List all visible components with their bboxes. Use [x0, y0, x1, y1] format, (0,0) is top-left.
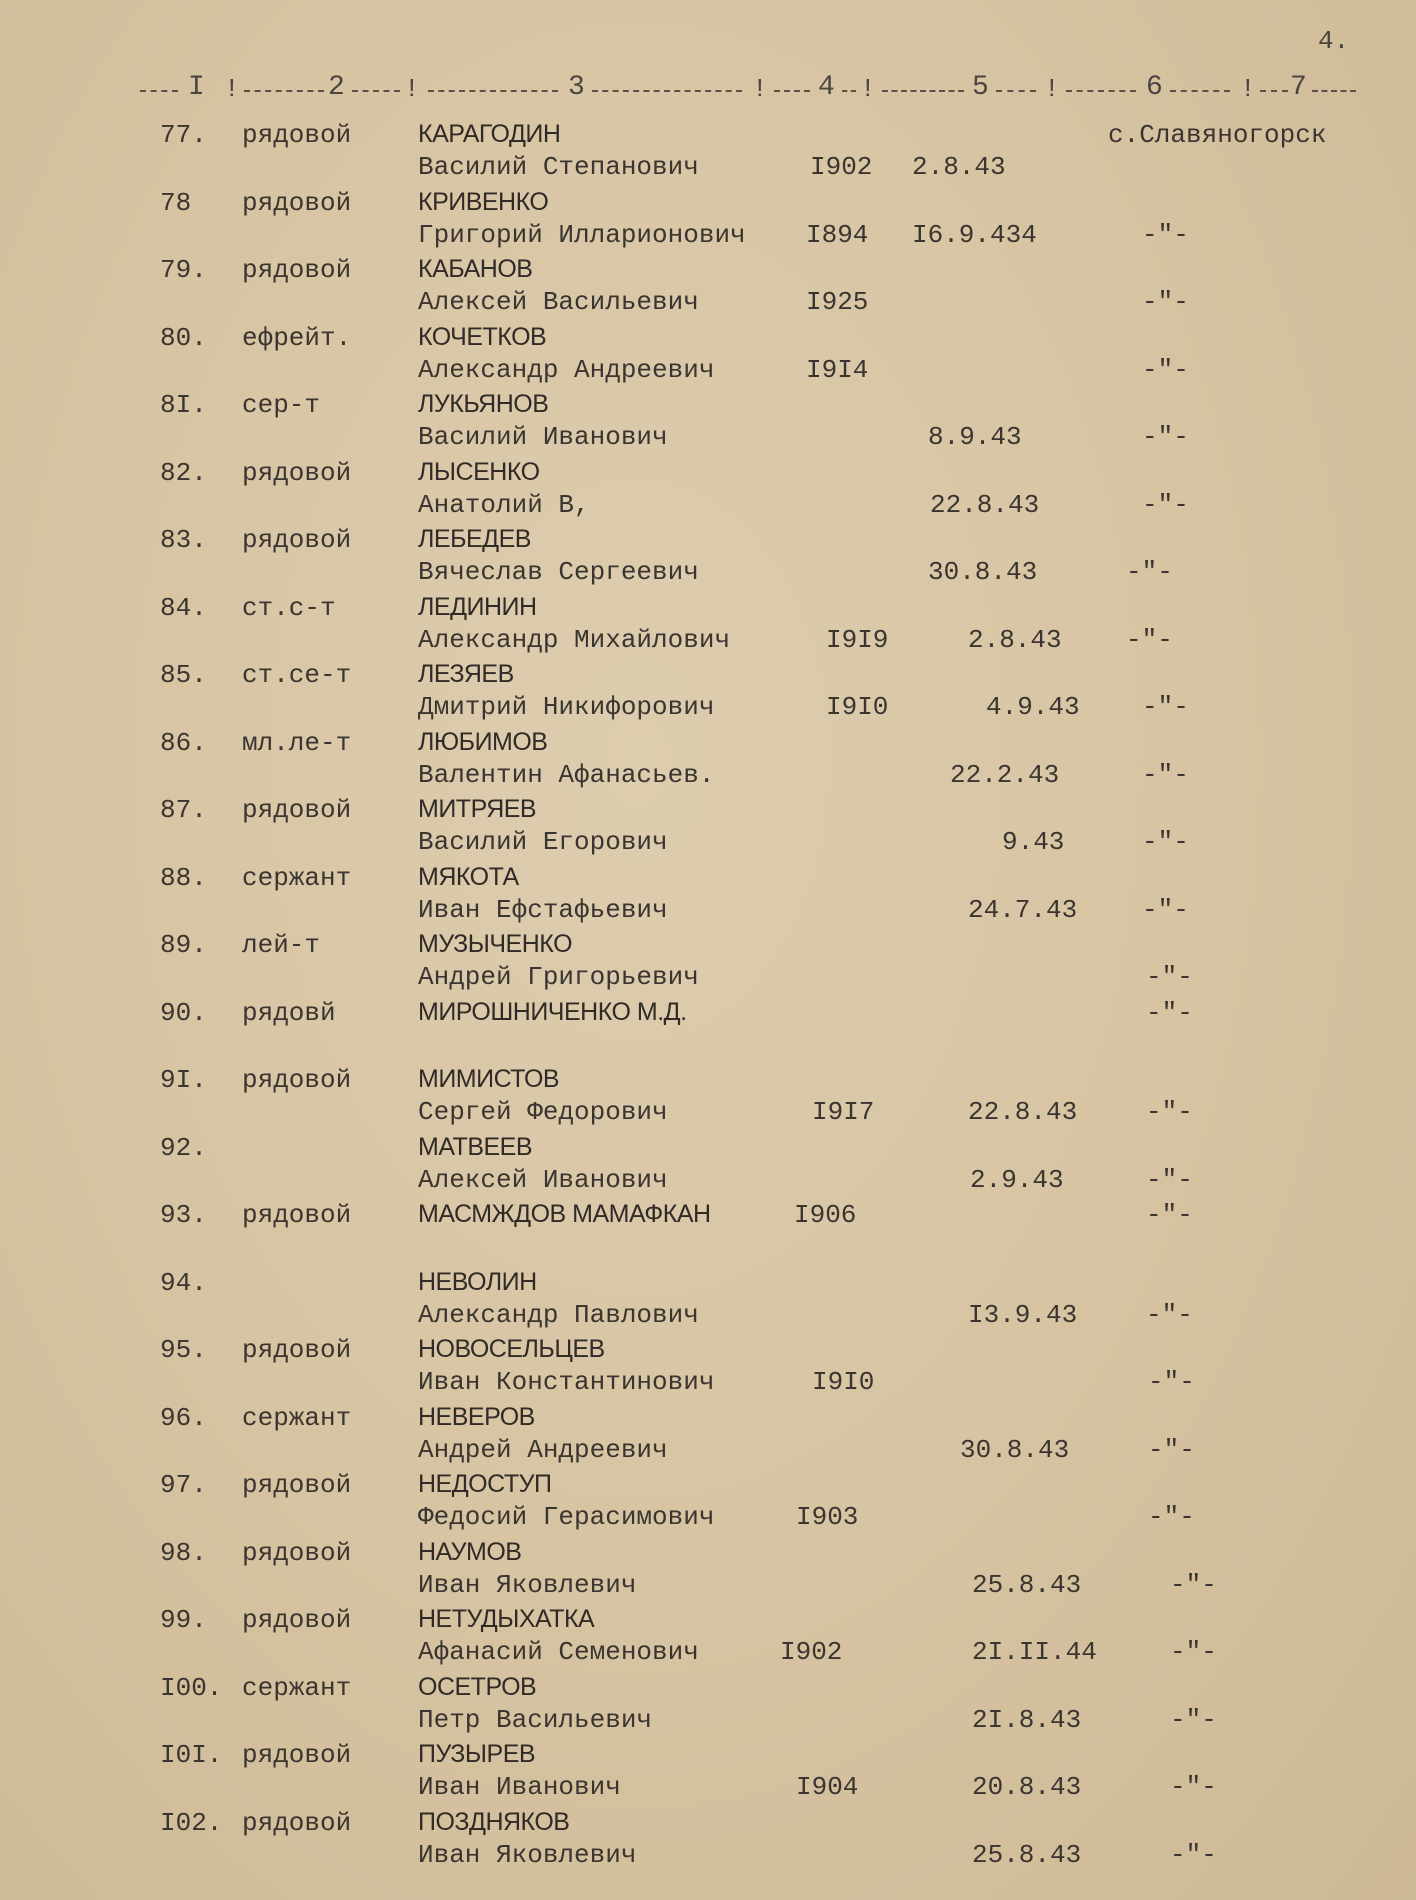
header-dash: [140, 90, 178, 92]
place: -"-: [1148, 1367, 1195, 1397]
row-number: 82.: [160, 457, 207, 488]
place: -"-: [1142, 489, 1189, 520]
birth-year: I894: [806, 219, 869, 250]
header-dash: [1312, 90, 1356, 92]
date: 22.8.43: [930, 489, 1040, 520]
rank: ст.се-т: [242, 660, 352, 690]
header-dash: [842, 90, 856, 92]
row-number: 86.: [160, 727, 207, 758]
column-separator: !: [404, 74, 422, 104]
birth-year: I902: [780, 1637, 843, 1667]
date: 25.8.43: [972, 1569, 1082, 1600]
given-name: Василий Иванович: [418, 422, 668, 452]
row-number: 8I.: [160, 390, 207, 420]
surname: МИРОШНИЧЕНКО М.Д.: [418, 997, 687, 1026]
column-separator: !: [224, 74, 242, 104]
given-name: Алексей Иванович: [418, 1164, 668, 1195]
surname: НОВОСЕЛЬЦЕВ: [418, 1335, 605, 1363]
row-number: 99.: [160, 1605, 207, 1635]
row-number: 94.: [160, 1267, 207, 1298]
column-number-6: 6: [1146, 72, 1165, 103]
table-row: [0, 390, 1416, 456]
table-row: [0, 1335, 1416, 1401]
row-number: 77.: [160, 120, 207, 150]
rank: мл.ле-т: [242, 727, 352, 758]
row-number: 88.: [160, 862, 207, 893]
row-number: 84.: [160, 592, 207, 623]
surname: МИМИСТОВ: [418, 1065, 560, 1093]
birth-year: I9I0: [826, 692, 889, 722]
rank: ефрейт.: [242, 322, 352, 353]
given-name: Анатолий В,: [418, 489, 590, 520]
place: -"-: [1142, 422, 1189, 452]
rank: сер-т: [242, 390, 321, 420]
surname: КРИВЕНКО: [418, 187, 549, 216]
rank: рядовой: [242, 795, 352, 825]
header-dash: [592, 90, 742, 92]
table-row: [0, 188, 1416, 254]
place: -"-: [1170, 1704, 1217, 1735]
surname: НЕДОСТУП: [418, 1470, 552, 1498]
rank: рядовой: [242, 255, 352, 285]
date: 8.9.43: [928, 422, 1022, 452]
column-header-row: [140, 72, 1400, 112]
date: I3.9.43: [968, 1299, 1078, 1330]
given-name: Александр Андреевич: [418, 354, 715, 385]
surname: МАСМЖДОВ МАМАФКАН: [418, 1200, 711, 1228]
surname: НЕВЕРОВ: [418, 1402, 535, 1431]
place: -"-: [1142, 354, 1189, 385]
header-dash: [774, 90, 810, 92]
surname: ЛУКЬЯНОВ: [418, 390, 549, 418]
place: -"-: [1142, 287, 1189, 317]
surname: МУЗЫЧЕНКО: [418, 930, 573, 958]
rank: сержант: [242, 862, 352, 893]
surname: ЛЮБИМОВ: [418, 727, 548, 756]
rank: сержант: [242, 1672, 352, 1703]
place: -"-: [1126, 557, 1173, 587]
rank: рядовой: [242, 1470, 352, 1500]
row-number: 97.: [160, 1470, 207, 1500]
surname: МИТРЯЕВ: [418, 795, 537, 823]
given-name: Иван Константинович: [418, 1367, 715, 1397]
birth-year: I904: [796, 1772, 859, 1802]
given-name: Петр Васильевич: [418, 1704, 653, 1735]
table-row: [0, 1538, 1416, 1604]
place: -"-: [1146, 962, 1193, 992]
rank: рядовой: [242, 187, 352, 218]
date: 2I.II.44: [972, 1637, 1097, 1667]
date: 20.8.43: [972, 1772, 1082, 1802]
birth-year: I902: [810, 152, 873, 182]
table-row: [0, 1740, 1416, 1806]
header-dash: [352, 90, 400, 92]
place: -"-: [1148, 1434, 1195, 1465]
row-number: 9I.: [160, 1065, 207, 1095]
surname: МАТВЕЕВ: [418, 1132, 533, 1161]
birth-year: I9I7: [812, 1097, 875, 1127]
row-number: 92.: [160, 1132, 207, 1163]
rank: рядовой: [242, 1200, 352, 1230]
rank: ст.с-т: [242, 592, 336, 623]
row-number: 93.: [160, 1200, 207, 1230]
birth-year: I903: [796, 1502, 859, 1532]
date: 30.8.43: [960, 1434, 1070, 1465]
rank: рядовой: [242, 1740, 352, 1770]
surname: НЕВОЛИН: [418, 1267, 537, 1296]
row-number: 83.: [160, 525, 207, 555]
place: -"-: [1170, 1839, 1217, 1870]
surname: НАУМОВ: [418, 1537, 522, 1566]
birth-year: I925: [806, 287, 869, 317]
column-separator: !: [1240, 74, 1258, 104]
date: 4.9.43: [986, 692, 1080, 722]
column-number-4: 4: [818, 72, 837, 103]
row-number: 80.: [160, 322, 207, 353]
place: -"-: [1142, 894, 1189, 925]
row-number: I0I.: [160, 1740, 223, 1770]
table-row: [0, 1133, 1416, 1199]
rank: рядовой: [242, 525, 352, 555]
place: -"-: [1170, 1637, 1217, 1667]
rank: рядовой: [242, 120, 352, 150]
given-name: Федосий Герасимович: [418, 1502, 715, 1532]
header-dash: [1170, 90, 1230, 92]
birth-year: I906: [794, 1200, 857, 1230]
row-number: I02.: [160, 1807, 223, 1838]
header-dash: [428, 90, 558, 92]
column-number-5: 5: [972, 72, 991, 103]
table-row: [0, 998, 1416, 1064]
row-number: I00.: [160, 1672, 223, 1703]
surname: ЛЕДИНИН: [418, 592, 537, 621]
given-name: Вячеслав Сергеевич: [418, 557, 699, 587]
given-name: Иван Яковлевич: [418, 1839, 637, 1870]
rank: рядовой: [242, 1807, 352, 1838]
date: 2.8.43: [912, 152, 1006, 182]
surname: НЕТУДЫХАТКА: [418, 1605, 595, 1633]
row-number: 78: [160, 187, 192, 218]
surname: ЛЕБЕДЕВ: [418, 525, 531, 553]
given-name: Дмитрий Никифорович: [418, 692, 715, 722]
surname: КАРАГОДИН: [418, 120, 561, 148]
table-row: [0, 1268, 1416, 1334]
column-number-7: 7: [1290, 72, 1309, 103]
header-dash: [244, 90, 324, 92]
table-row: [0, 1470, 1416, 1536]
page-number: 4.: [1318, 26, 1350, 56]
surname: МЯКОТА: [418, 862, 519, 891]
surname: ОСЕТРОВ: [418, 1672, 537, 1701]
place: -"-: [1146, 997, 1193, 1028]
rank: рядовой: [242, 1065, 352, 1095]
table-row: [0, 930, 1416, 996]
column-separator: !: [860, 74, 878, 104]
given-name: Валентин Афанасьев.: [418, 759, 715, 790]
rank: сержант: [242, 1402, 352, 1433]
place: -"-: [1146, 1164, 1193, 1195]
place: -"-: [1142, 759, 1189, 790]
table-row: [0, 728, 1416, 794]
column-number-2: 2: [328, 72, 347, 103]
given-name: Андрей Григорьевич: [418, 962, 699, 992]
place: -"-: [1146, 1097, 1193, 1127]
birth-year: I9I4: [806, 354, 869, 385]
header-dash: [1260, 90, 1288, 92]
date: I6.9.434: [912, 219, 1037, 250]
row-number: 85.: [160, 660, 207, 690]
date: 25.8.43: [972, 1839, 1082, 1870]
birth-year: I9I0: [812, 1367, 875, 1397]
given-name: Григорий Илларионович: [418, 219, 746, 250]
given-name: Андрей Андреевич: [418, 1434, 668, 1465]
table-row: [0, 1403, 1416, 1469]
given-name: Александр Михайлович: [418, 624, 731, 655]
place: -"-: [1170, 1772, 1217, 1802]
table-row: [0, 660, 1416, 726]
surname: ЛЫСЕНКО: [418, 457, 540, 486]
place: -"-: [1146, 1299, 1193, 1330]
table-row: [0, 593, 1416, 659]
place: -"-: [1142, 219, 1189, 250]
column-separator: !: [1044, 74, 1062, 104]
date: 22.8.43: [968, 1097, 1078, 1127]
place: -"-: [1126, 624, 1173, 655]
given-name: Иван Ефстафьевич: [418, 894, 668, 925]
given-name: Сергей Федорович: [418, 1097, 668, 1127]
table-row: [0, 795, 1416, 861]
rank: рядовой: [242, 1537, 352, 1568]
given-name: Алексей Васильевич: [418, 287, 699, 317]
date: 9.43: [1002, 827, 1065, 857]
row-number: 87.: [160, 795, 207, 825]
row-number: 96.: [160, 1402, 207, 1433]
surname: ЛЕЗЯЕВ: [418, 660, 514, 688]
surname: ПУЗЫРЕВ: [418, 1740, 536, 1768]
place: -"-: [1170, 1569, 1217, 1600]
table-row: [0, 120, 1416, 186]
date: 30.8.43: [928, 557, 1038, 587]
table-row: [0, 323, 1416, 389]
birth-year: I9I9: [826, 624, 889, 655]
table-row: [0, 1065, 1416, 1131]
table-row: [0, 1200, 1416, 1266]
date: 22.2.43: [950, 759, 1060, 790]
given-name: Александр Павлович: [418, 1299, 699, 1330]
table-row: [0, 458, 1416, 524]
column-separator: !: [752, 74, 770, 104]
place: -"-: [1142, 692, 1189, 722]
given-name: Василий Егорович: [418, 827, 668, 857]
row-number: 98.: [160, 1537, 207, 1568]
rank: рядовой: [242, 1605, 352, 1635]
table-row: [0, 1808, 1416, 1874]
surname: КАБАНОВ: [418, 255, 533, 283]
given-name: Афанасий Семенович: [418, 1637, 699, 1667]
column-number-3: 3: [568, 72, 587, 103]
given-name: Иван Иванович: [418, 1772, 621, 1802]
given-name: Иван Яковлевич: [418, 1569, 637, 1600]
row-number: 79.: [160, 255, 207, 285]
date: 2.8.43: [968, 624, 1062, 655]
surname: ПОЗДНЯКОВ: [418, 1807, 570, 1836]
place: -"-: [1146, 1200, 1193, 1230]
place: с.Славяногорск: [1108, 120, 1327, 150]
place: -"-: [1142, 827, 1189, 857]
table-row: [0, 1605, 1416, 1671]
header-dash: [996, 90, 1036, 92]
date: 2I.8.43: [972, 1704, 1082, 1735]
place: -"-: [1148, 1502, 1195, 1532]
given-name: Василий Степанович: [418, 152, 699, 182]
table-row: [0, 255, 1416, 321]
date: 2.9.43: [970, 1164, 1064, 1195]
table-row: [0, 525, 1416, 591]
rank: рядовой: [242, 457, 352, 488]
date: 24.7.43: [968, 894, 1078, 925]
column-number-1: I: [188, 72, 207, 103]
surname: КОЧЕТКОВ: [418, 322, 547, 351]
table-row: [0, 863, 1416, 929]
header-dash: [882, 90, 964, 92]
rank: лей-т: [242, 930, 321, 960]
row-number: 95.: [160, 1335, 207, 1365]
rank: рядовой: [242, 1335, 352, 1365]
table-row: [0, 1673, 1416, 1739]
row-number: 90.: [160, 997, 207, 1028]
rank: рядовй: [242, 997, 336, 1028]
row-number: 89.: [160, 930, 207, 960]
header-dash: [1066, 90, 1136, 92]
